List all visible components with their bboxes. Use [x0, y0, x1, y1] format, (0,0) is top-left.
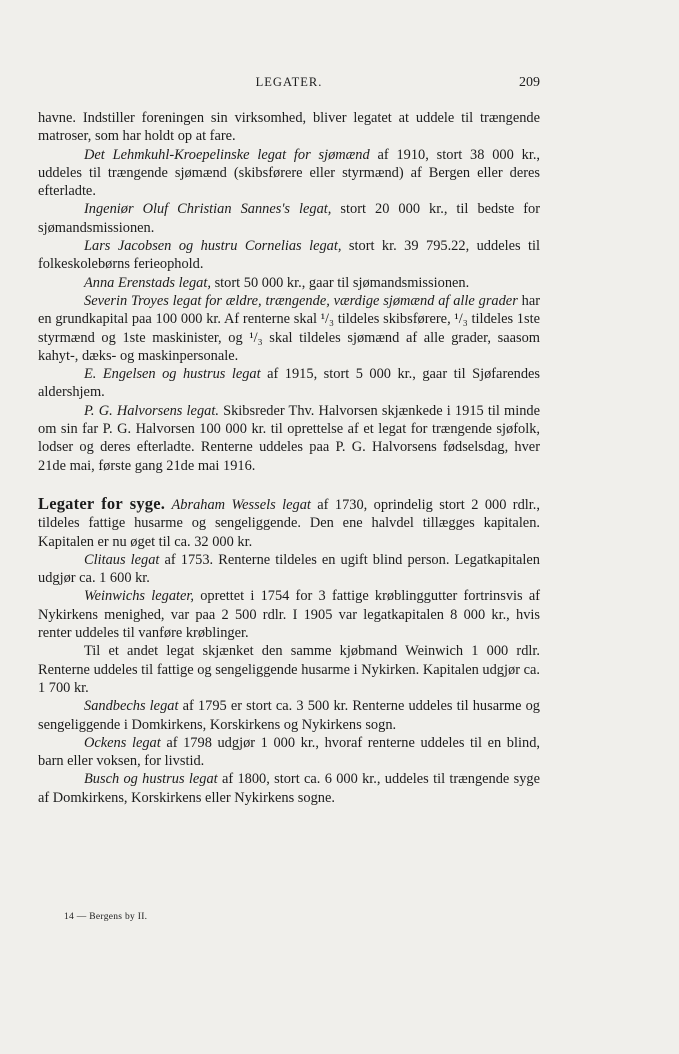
- legacy-name: Clitaus legat: [84, 551, 160, 568]
- text-run: stort 20 000 kr., til bedste for sjømandsmissionen.: [38, 201, 540, 236]
- text-run: oprettet i 1754 for 3 fattige krøblinggutter fortrinsvis af Nykirkens menighed, var paa 2 500 rdlr. I 1905 var legatkapitalen 8 000 kr., hvis renter uddeles til vanføre krøblinger.: [38, 588, 540, 642]
- legacy-name: Weinwichs legater,: [84, 588, 194, 605]
- legacy-name: E. Engelsen og hustrus legat: [84, 366, 261, 383]
- paragraph: [38, 551, 540, 588]
- paragraph: [38, 109, 540, 146]
- paragraph: [38, 402, 540, 475]
- text-run: af 1795 er stort ca. 3 500 kr. Renterne uddeles til husarme og sengeliggende i Domkirkens, Korskirkens og Nykirkens sogn.: [38, 698, 540, 733]
- running-header: [38, 75, 540, 95]
- text-run: stort kr. 39 795.22, uddeles til folkeskolebørns ferieophold.: [38, 238, 540, 273]
- running-title: LEGATER.: [255, 75, 323, 89]
- legacy-name: Severin Troyes legat for ældre, trængende, værdige sjømænd af alle grader: [84, 292, 518, 309]
- legacy-name: P. G. Halvorsens legat.: [84, 402, 219, 419]
- text-run: af 1730, oprindelig stort 2 000 rdlr., tildeles fattige husarme og sengeliggende. Den ene halvdel tillægges kapitalen. Kapitalen er nu øget til ca. 32 000 kr.: [38, 496, 540, 550]
- printer-signature: 14 — Bergens by II.: [64, 912, 148, 922]
- paragraph: [38, 365, 540, 402]
- text-run: har en grundkapital paa 100 000 kr. Af renterne skal ¹/₃ tildeles skibsførere, ¹/₃ tildeles 1ste styrmænd og 1ste maskinister, og ¹/₃ skal tildeles sjømænd af alle grader, saasom kahyt-, dæks- og maskinpersonale.: [38, 292, 540, 364]
- paragraph: [38, 274, 540, 292]
- section-heading: Legater for syge.: [38, 493, 166, 513]
- page-number: 209: [519, 75, 540, 90]
- legacy-name: Lars Jacobsen og hustru Cornelias legat,: [84, 238, 342, 255]
- text-run: Til et andet legat skjænket den samme kjøbmand Weinwich 1 000 rdlr. Renterne uddeles til fattige og sengeliggende husarme i Nykirken. Kapitalen udgjør ca. 1 700 kr.: [38, 643, 540, 696]
- text-run: af 1753. Renterne tildeles en ugift blind person. Legatkapitalen udgjør ca. 1 600 kr.: [38, 551, 540, 587]
- paragraph: [38, 734, 540, 771]
- paragraph: [38, 146, 540, 201]
- legacy-name: Ockens legat: [84, 734, 161, 751]
- text-run: af 1915, stort 5 000 kr., gaar til Sjøfarendes aldershjem.: [38, 366, 541, 401]
- legacy-name: Det Lehmkuhl-Kroepelinske legat for sjømænd: [84, 146, 370, 163]
- text-run: af 1910, stort 38 000 kr., uddeles til trængende sjømænd (skibsførere eller styrmænd) af Bergen eller deres efterladte.: [38, 146, 541, 200]
- body-text: [38, 109, 540, 807]
- text-run: Skibsreder Thv. Halvorsen skjænkede i 1915 til minde om sin far P. G. Halvorsen 100 000 kr. til oprettelse af et legat for trængende sjøfolk, lodser og deres efterladte. Renterne uddeles paa P. G. Halvorsens fødselsdag, hver 21de mai, første gang 21de mai 1916.: [38, 402, 540, 474]
- legacy-name: Ingeniør Oluf Christian Sannes's legat,: [84, 201, 332, 218]
- paragraph: [38, 237, 540, 274]
- paragraph: [38, 642, 540, 697]
- paragraph: [38, 292, 540, 365]
- text-run: af 1798 udgjør 1 000 kr., hvoraf renterne uddeles til en blind, barn eller voksen, for livstid.: [38, 734, 540, 770]
- legacy-name: Busch og hustrus legat: [84, 771, 218, 788]
- paragraph: [38, 587, 540, 642]
- text-run: stort 50 000 kr., gaar til sjømandsmissionen.: [210, 274, 470, 291]
- text-run: af 1800, stort ca. 6 000 kr., uddeles til trængende syge af Domkirkens, Korskirkens eller Nykirkens sogne.: [38, 771, 540, 806]
- paragraph: [38, 770, 540, 807]
- legacy-name: Abraham Wessels legat: [171, 496, 311, 513]
- paragraph: [38, 200, 540, 237]
- legacy-name: Anna Erenstads legat,: [84, 274, 211, 291]
- paragraph: [38, 697, 540, 734]
- section-paragraph: [38, 495, 540, 551]
- legacy-name: Sandbechs legat: [84, 698, 179, 715]
- text-run: havne. Indstiller foreningen sin virksomhed, bliver legatet at uddele til trængende matroser, som har holdt op at fare.: [38, 110, 540, 145]
